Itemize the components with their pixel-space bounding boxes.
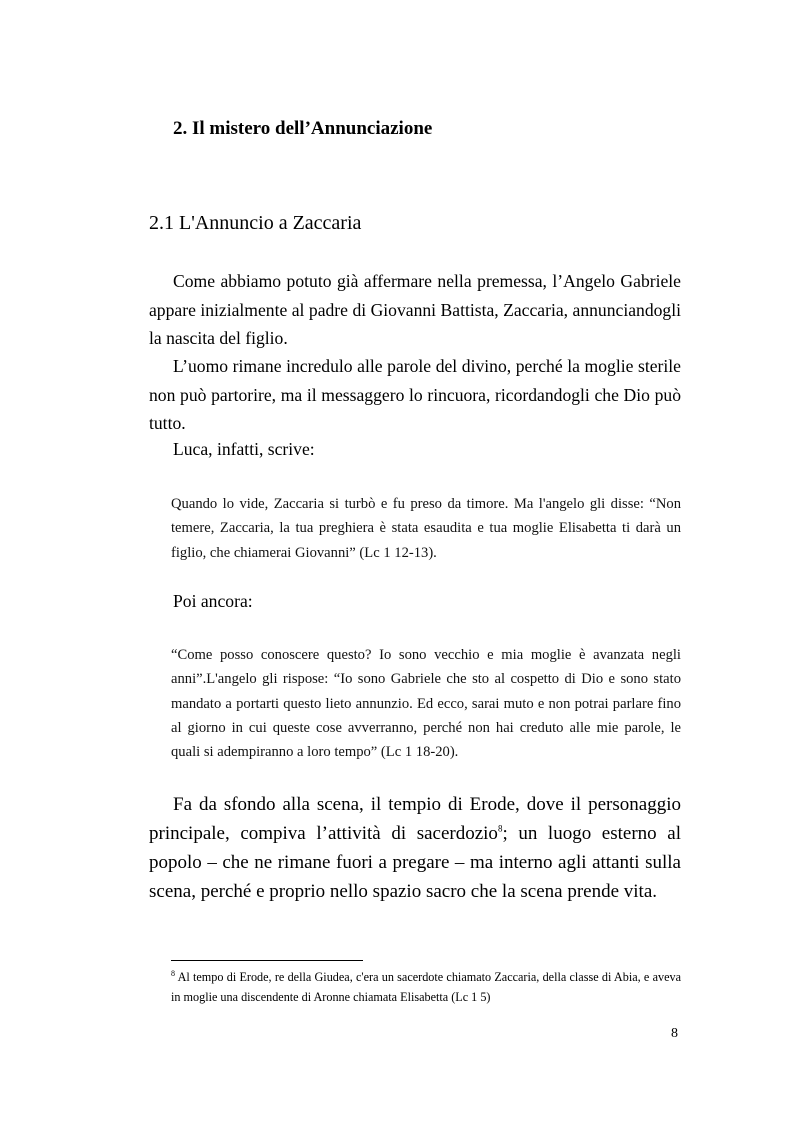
footnote-separator	[171, 960, 363, 961]
block-quote-lc-1-12: Quando lo vide, Zaccaria si turbò e fu preso da timore. Ma l'angelo gli disse: “Non temere, Zaccaria, la tua preghiera è stata esaudita e tua moglie Elisabetta ti darà un figlio, che chiamerai Giovanni” (Lc 1 12-13).	[171, 496, 681, 561]
footnote-number: 8	[171, 968, 175, 978]
quote-intro-again: Poi ancora:	[173, 591, 253, 611]
chapter-title: 2. Il mistero dell’Annunciazione	[173, 118, 433, 139]
footnote	[171, 967, 681, 1007]
page-number: 8	[671, 1026, 678, 1041]
paragraph-temple-text-a: Fa da sfondo alla scena, il tempio di Erode, dove il personaggio principale, compiva l’attività di sacerdozio	[149, 794, 681, 844]
paragraph-temple-text-b: ; un luogo esterno al popolo – che ne rimane fuori a pregare – ma interno agli attanti sulla scena, perché e proprio nello spazio sacro che la scena prende vita.	[149, 823, 681, 902]
paragraph-temple	[149, 790, 681, 906]
block-quote-lc-1-18: “Come posso conoscere questo? Io sono vecchio e mia moglie è avanzata negli anni”.L'angelo gli rispose: “Io sono Gabriele che sto al cospetto di Dio e sono stato mandato a portarti questo lieto annunzio. Ed ecco, sarai muto e non potrai parlare fino al giorno in cui queste cose avverranno, perché non hai creduto alle mie parole, le quali si adempiranno a loro tempo” (Lc 1 18-20).	[171, 647, 681, 761]
paragraph-incredulity: L’uomo rimane incredulo alle parole del divino, perché la moglie sterile non può partorire, ma il messaggero lo rincuora, ricordandogli che Dio può tutto.	[149, 356, 681, 433]
quote-intro-luca: Luca, infatti, scrive:	[173, 439, 315, 459]
footnote-text: Al tempo di Erode, re della Giudea, c'era un sacerdote chiamato Zaccaria, della classe di Abia, e aveva in moglie una discendente di Aronne chiamata Elisabetta (Lc 1 5)	[171, 970, 681, 1004]
section-title: 2.1 L'Annuncio a Zaccaria	[149, 212, 362, 234]
paragraph-intro: Come abbiamo potuto già affermare nella premessa, l’Angelo Gabriele appare inizialmente al padre di Giovanni Battista, Zaccaria, annunciandogli la nascita del figlio.	[149, 271, 681, 348]
footnote-reference[interactable]: 8	[497, 823, 503, 834]
